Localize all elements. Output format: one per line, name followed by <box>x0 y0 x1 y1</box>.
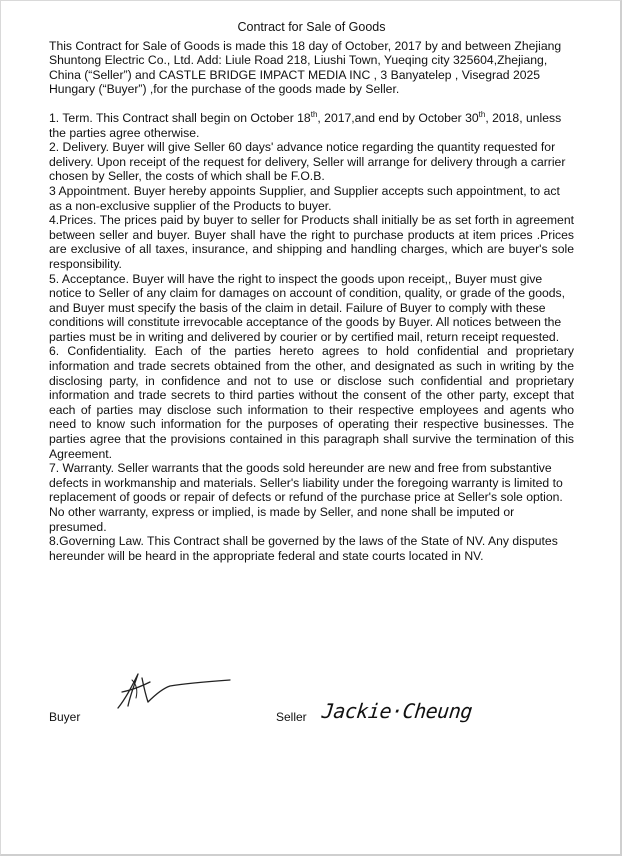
contract-title: Contract for Sale of Goods <box>237 20 386 34</box>
term-text-1: 1. Term. This Contract shall begin on October 18 <box>49 110 311 125</box>
contract-document <box>49 20 574 563</box>
seller-signature: Jackie·Cheung <box>320 699 474 723</box>
acceptance-clause: 5. Acceptance. Buyer will have the right to inspect the goods upon receipt,, Buyer must give notice to Seller of any claim for damages on account of condition, quality, or grade of the goods, and Buyer must specify the basis of the claim in detail. Failure of Buyer to comply with these conditions will constitute irrevocable acceptance of the goods by Buyer. All notices between the parties must be in writing and delivered by courier or by certified mail, return receipt requested. <box>49 271 566 344</box>
prices-clause: 4.Prices. The prices paid by buyer to seller for Products shall initially be as set forth in agreement between seller and buyer. Buyer shall have the right to purchase products at item prices .Prices are exclusive of all taxes, insurance, and shipping and handling charges, which are buyer's sole responsibility. <box>49 213 574 271</box>
delivery-clause: 2. Delivery. Buyer will give Seller 60 days' advance notice regarding the quantity requested for delivery. Upon receipt of the request for delivery, Seller will arrange for delivery through a carrier chosen by Seller, the costs of which shall be F.O.B. <box>49 140 566 184</box>
term-sup-1: th <box>310 109 318 119</box>
warranty-clause: 7. Warranty. Seller warrants that the goods sold hereunder are new and free from substantive defects in workmanship and materials. Seller's liability under the foregoing warranty is limited to replacement of goods or repair of defects or refund of the purchase price at Seller's sole option. No other warranty, express or implied, is made by Seller, and none shall be imputed or presumed. <box>49 461 563 534</box>
term-text-3: , 2018, unless the parties agree otherwise. <box>49 110 562 140</box>
term-text-2: , 2017,and end by October 30 <box>317 110 479 125</box>
confidentiality-clause: 6. Confidentiality. Each of the parties hereto agrees to hold confidential and proprietary information and trade secrets obtained from the other, and designated as such in writing by the disclosing party, in confidence and not to use or disclose such confidential and proprietary information and trade secrets to third parties without the consent of the other party, except that each of parties may disclose such information to their respective employees and agents who need to know such information for the purposes of operating their respective businesses. The parties agree that the provisions contained in this paragraph shall survive the termination of this Agreement. <box>49 344 574 461</box>
term-sup-2: th <box>478 109 486 119</box>
intro-paragraph: This Contract for Sale of Goods is made this 18 day of October, 2017 by and between Zhejiang Shuntong Electric Co., Ltd. Add: Liule Road 218, Liushi Town, Yueqing city 325604,Zhejiang, China (“Seller”) and CASTLE BRIDGE IMPACT MEDIA INC , 3 Banyatelep , Visegrad 2025 Hungary (“Buyer”) ,for the purchase of the goods made by Seller. <box>49 38 562 97</box>
buyer-label: Buyer <box>49 710 81 724</box>
governing-law-clause: 8.Governing Law. This Contract shall be governed by the laws of the State of NV. Any disputes hereunder will be heard in the appropriate federal and state courts located in NV. <box>49 534 558 563</box>
seller-label: Seller <box>276 710 307 724</box>
appointment-clause: 3 Appointment. Buyer hereby appoints Supplier, and Supplier accepts such appointment, to act as a non-exclusive supplier of the Products to buyer. <box>49 183 560 213</box>
term-clause <box>49 111 574 140</box>
